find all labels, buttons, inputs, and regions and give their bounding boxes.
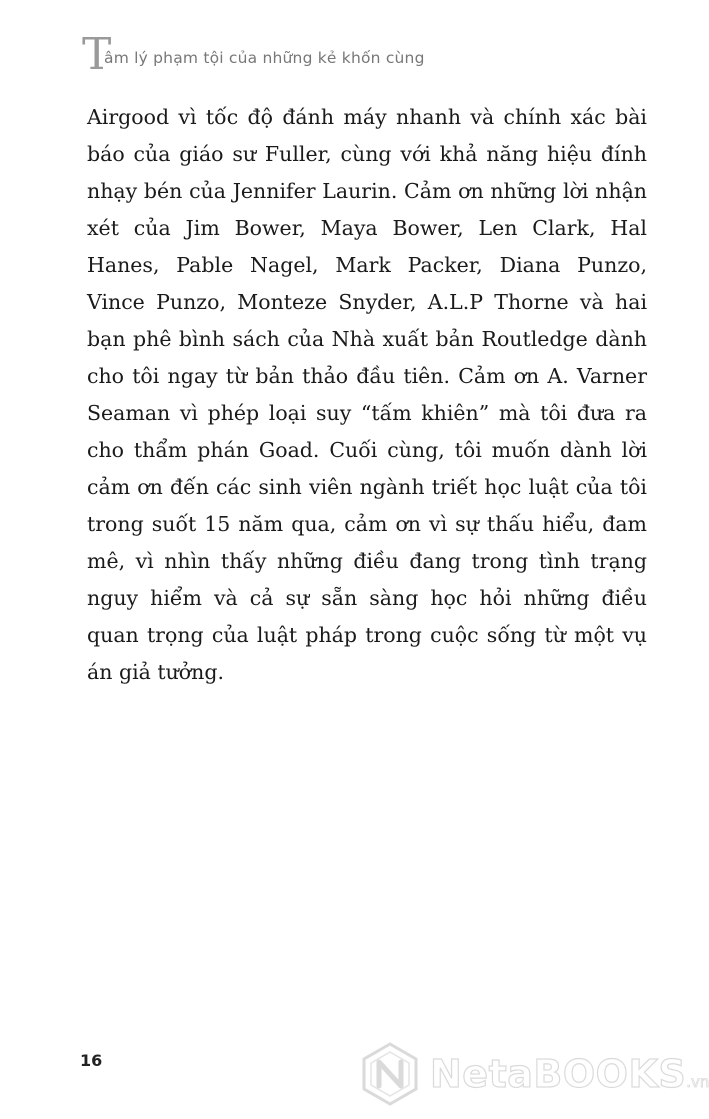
page-number: 16 <box>80 1051 103 1070</box>
running-header <box>82 30 642 80</box>
watermark-brand <box>430 1052 709 1104</box>
body-paragraph: Airgood vì tốc độ đánh máy nhanh và chính xác bài báo của giáo sư Fuller, cùng với khả năng hiệu đính nhạy bén của Jennifer Laurin. Cảm ơn những lời nhận xét của Jim Bower, Maya Bower, Len Clark, Hal Hanes, Pable Nagel, Mark Packer, Diana Punzo, Vince Punzo, Monteze Snyder, A.L.P Thorne và hai bạn phê bình sách của Nhà xuất bản Routledge dành cho tôi ngay từ bản thảo đầu tiên. Cảm ơn A. Varner Seaman vì phép loại suy “tấm khiên” mà tôi đưa ra cho thẩm phán Goad. Cuối cùng, tôi muốn dành lời cảm ơn đến các sinh viên ngành triết học luật của tôi trong suốt 15 năm qua, cảm ơn vì sự thấu hiểu, đam mê, vì nhìn thấy những điều đang trong tình trạng nguy hiểm và cả sự sẵn sàng học hỏi những điều quan trọng của luật pháp trong cuộc sống từ một vụ án giả tưởng. <box>87 105 647 684</box>
watermark <box>358 1036 709 1112</box>
watermark-domain-suffix: .vn <box>686 1073 709 1091</box>
header-title: âm lý phạm tội của những kẻ khốn cùng <box>104 49 425 67</box>
netabooks-logo-icon <box>358 1042 422 1106</box>
watermark-brand-name: NetaBOOKS <box>430 1052 687 1096</box>
header-decorative-initial: T <box>82 29 112 80</box>
